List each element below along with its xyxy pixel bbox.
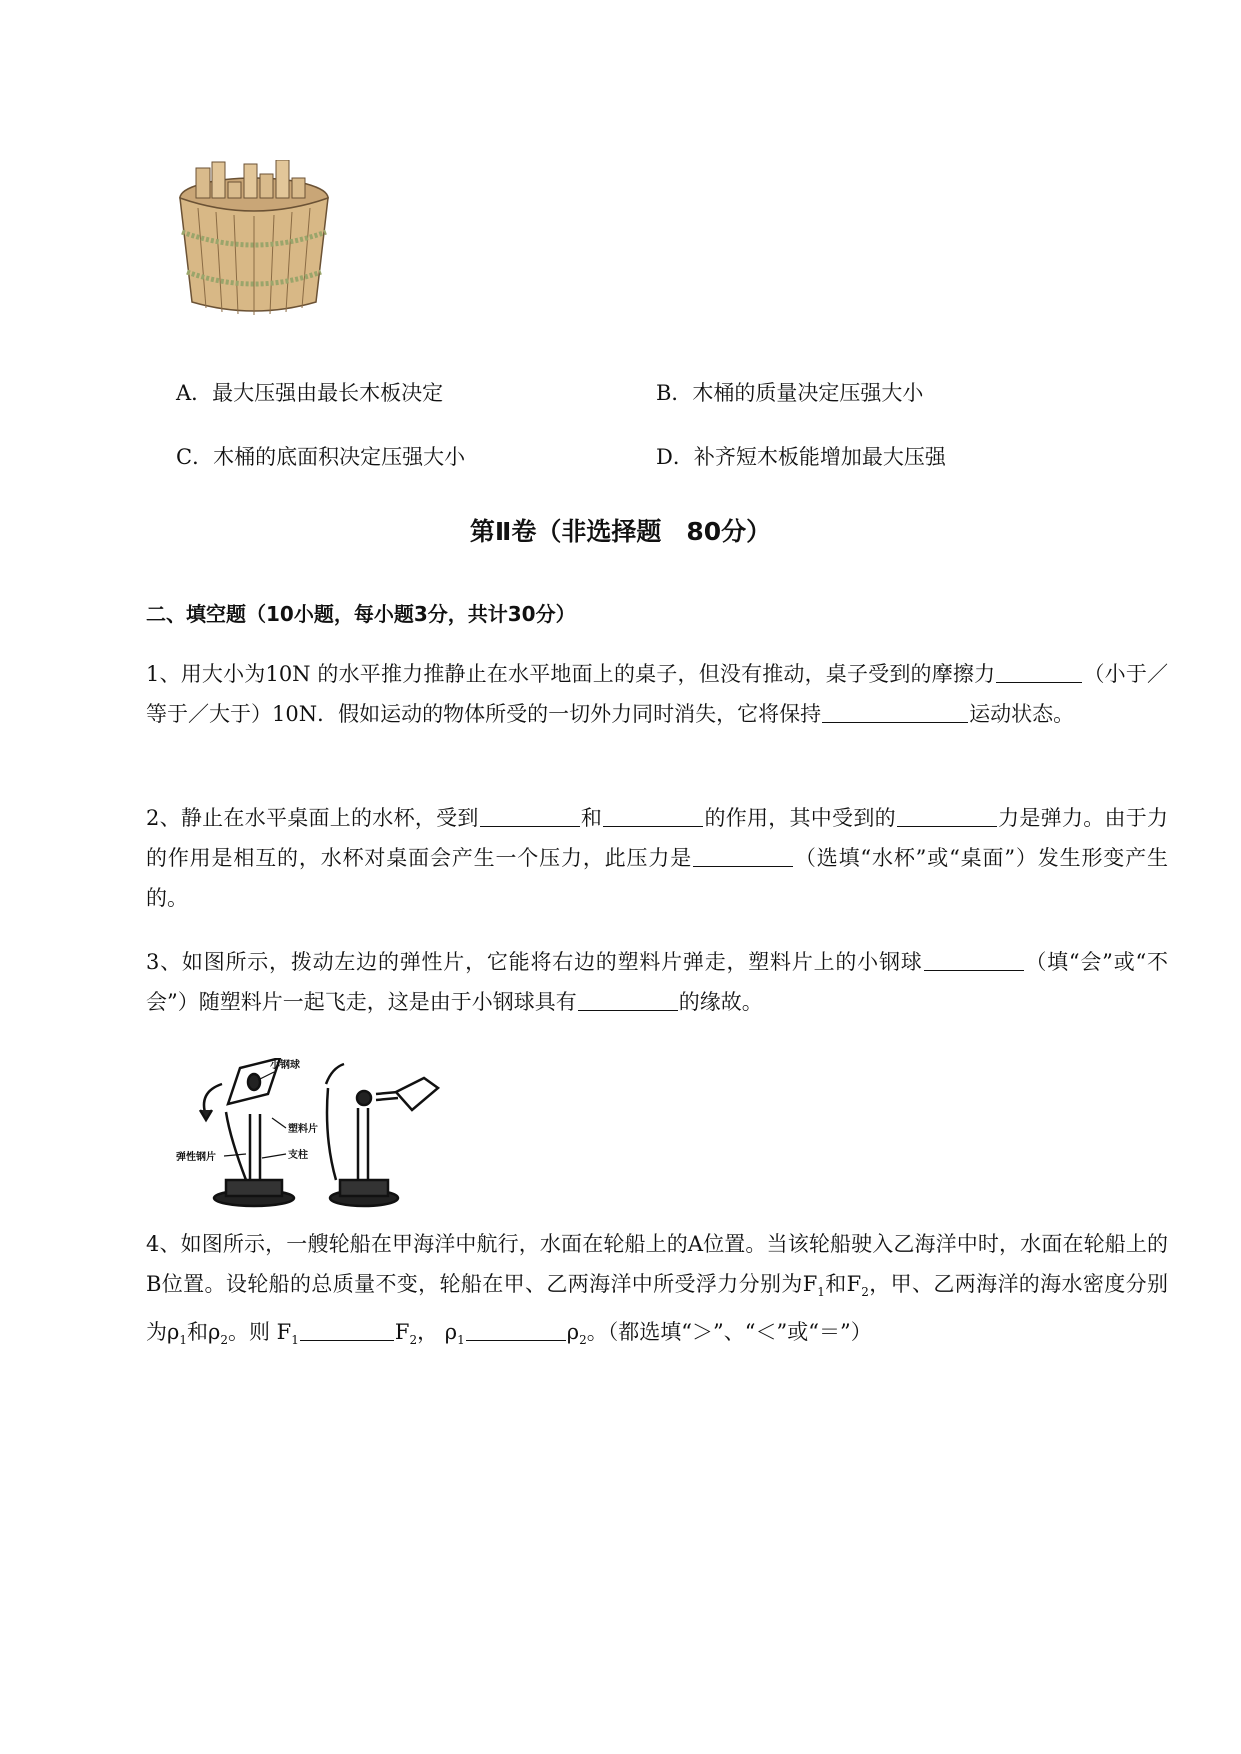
label-post: 支柱 — [288, 1150, 308, 1161]
q4-sub-3: 1 — [179, 1333, 187, 1348]
q3-blank-1 — [924, 946, 1024, 971]
q2-text-5: （选填“水杯”或“桌面”）发生形变产生的。 — [146, 846, 1168, 910]
q4-blank-1 — [300, 1316, 394, 1341]
q4-text-6: F — [394, 1320, 410, 1345]
q4-sub-6: 2 — [409, 1333, 418, 1348]
option-c: C．木桶的底面积决定压强大小 — [176, 445, 466, 469]
q4-text-1: 4、如图所示，一艘轮船在甲海洋中航行，水面在轮船上的A位置。当该轮船驶入乙海洋中时，水面在轮船上的B位置。设轮船的总质量不变，轮船在甲、乙两海洋中所受浮力分别为F — [146, 1232, 1168, 1296]
wooden-bucket-icon — [174, 160, 334, 320]
part-title: 第Ⅱ卷（非选择题 80分） — [469, 517, 772, 546]
label-steel-ball: 小钢球 — [270, 1060, 300, 1071]
wooden-bucket-figure — [174, 160, 334, 320]
q2-blank-2 — [603, 802, 703, 827]
q4-sub-7: 1 — [457, 1333, 465, 1348]
q2-text-3: 的作用，其中受到的 — [704, 806, 896, 830]
q4-text-3: ，甲、乙两海洋的海水密度分别为ρ — [146, 1272, 1168, 1345]
spring-plate-figure — [176, 1058, 442, 1210]
q1-text-2: （小于／等于／大于）10N．假如运动的物体所受的一切外力同时消失，它将保持 — [146, 662, 1168, 726]
q4-text-2: 和F — [824, 1272, 862, 1296]
q1-text-1: 1、用大小为10N 的水平推力推静止在水平地面上的桌子，但没有推动，桌子受到的摩擦力 — [146, 662, 996, 686]
question-1 — [146, 654, 1168, 734]
q2-blank-3 — [897, 802, 997, 827]
label-spring-plate: 弹性钢片 — [176, 1152, 216, 1163]
q3-text-3: 的缘故。 — [678, 990, 763, 1014]
q4-text-7: ， ρ — [417, 1320, 458, 1345]
option-d: D．补齐短木板能增加最大压强 — [656, 445, 946, 469]
q3-blank-2 — [578, 986, 678, 1011]
q4-blank-2 — [466, 1316, 566, 1341]
q4-sub-8: 2 — [579, 1333, 587, 1348]
section-title: 二、填空题（10小题，每小题3分，共计30分） — [146, 602, 576, 626]
q4-sub-4: 2 — [220, 1333, 228, 1348]
q3-text-1: 3、如图所示，拨动左边的弹性片，它能将右边的塑料片弹走，塑料片上的小钢球 — [146, 950, 923, 974]
q1-blank-2 — [822, 698, 968, 723]
spring-plate-experiment-icon — [176, 1058, 442, 1210]
q3-text-2: （填“会”或“不会”）随塑料片一起飞走，这是由于小钢球具有 — [146, 950, 1168, 1014]
q1-blank-1 — [996, 658, 1082, 683]
option-b: B．木桶的质量决定压强大小 — [656, 381, 924, 405]
question-4 — [146, 1224, 1168, 1360]
q4-text-4: 和ρ — [187, 1320, 221, 1345]
q2-blank-4 — [693, 842, 793, 867]
question-2 — [146, 798, 1168, 918]
label-plastic-sheet: 塑料片 — [288, 1124, 318, 1135]
q2-blank-1 — [480, 802, 580, 827]
q4-text-9: 。（都选填“＞”、“＜”或“＝”） — [586, 1320, 872, 1345]
q4-sub-1: 1 — [817, 1285, 825, 1300]
q2-text-1: 2、静止在水平桌面上的水杯，受到 — [146, 806, 479, 830]
q4-text-5: 。则 F — [228, 1320, 292, 1345]
q4-sub-5: 1 — [291, 1333, 299, 1348]
q2-text-4: 力是弹力。由于力的作用是相互的，水杯对桌面会产生一个压力，此压力是 — [146, 806, 1169, 870]
q1-text-3: 运动状态。 — [969, 702, 1075, 726]
q4-sub-2: 2 — [861, 1285, 869, 1300]
q4-text-8: ρ — [566, 1320, 580, 1345]
option-a: A．最大压强由最长木板决定 — [176, 381, 444, 405]
q2-text-2: 和 — [580, 806, 603, 830]
question-3 — [146, 942, 1168, 1022]
